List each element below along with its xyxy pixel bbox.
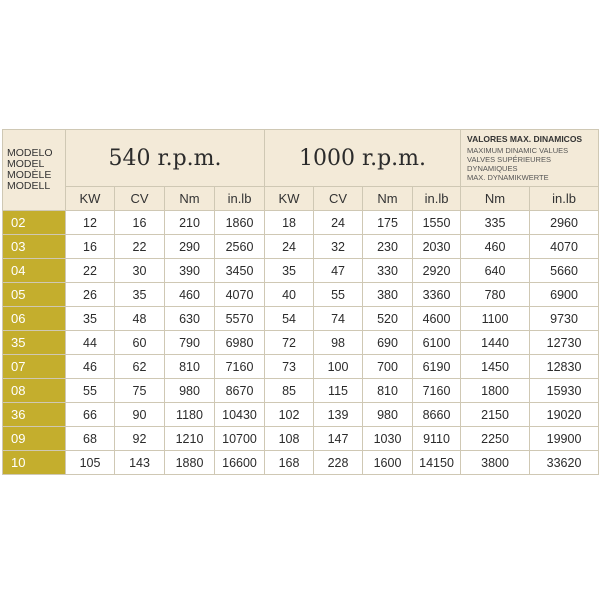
value-cell-inlb-1000: 4600 — [413, 307, 461, 331]
value-cell-inlb-dynamic: 33620 — [530, 451, 599, 475]
value-cell-cv-1000: 115 — [314, 379, 363, 403]
value-cell-kw-1000: 24 — [265, 235, 314, 259]
value-cell-inlb-dynamic: 4070 — [530, 235, 599, 259]
value-cell-inlb-dynamic: 9730 — [530, 307, 599, 331]
value-cell-kw-540: 35 — [66, 307, 115, 331]
value-cell-cv-540: 92 — [115, 427, 165, 451]
dynamic-values-header — [461, 130, 599, 187]
column-header-nm-540: Nm — [165, 187, 215, 211]
value-cell-inlb-dynamic: 5660 — [530, 259, 599, 283]
value-cell-cv-540: 35 — [115, 283, 165, 307]
model-cell: 04 — [3, 259, 66, 283]
value-cell-kw-1000: 18 — [265, 211, 314, 235]
dynamic-values-fr-1: VALVES SUPÉRIEURES — [467, 154, 551, 164]
value-cell-inlb-dynamic: 15930 — [530, 379, 599, 403]
value-cell-kw-540: 55 — [66, 379, 115, 403]
table-row — [3, 331, 599, 355]
dynamic-values-de: MAX. DYNAMIKWERTE — [467, 172, 549, 182]
value-cell-nm-dynamic: 1800 — [461, 379, 530, 403]
value-cell-inlb-dynamic: 12730 — [530, 331, 599, 355]
value-cell-nm-dynamic: 780 — [461, 283, 530, 307]
rpm-540-header: 540 r.p.m. — [66, 130, 265, 187]
dynamic-values-en: MAXIMUM DINAMIC VALUES — [467, 145, 569, 155]
value-cell-inlb-540: 2560 — [215, 235, 265, 259]
value-cell-kw-1000: 108 — [265, 427, 314, 451]
column-header-inlb-540: in.lb — [215, 187, 265, 211]
value-cell-nm-1000: 980 — [363, 403, 413, 427]
value-cell-kw-540: 22 — [66, 259, 115, 283]
table-row — [3, 283, 599, 307]
column-header-kw-1000: KW — [265, 187, 314, 211]
model-cell: 36 — [3, 403, 66, 427]
value-cell-cv-540: 16 — [115, 211, 165, 235]
value-cell-kw-1000: 40 — [265, 283, 314, 307]
header-row-units — [3, 187, 599, 211]
value-cell-cv-540: 143 — [115, 451, 165, 475]
column-header-cv-540: CV — [115, 187, 165, 211]
table-row — [3, 379, 599, 403]
value-cell-nm-1000: 330 — [363, 259, 413, 283]
value-cell-kw-540: 26 — [66, 283, 115, 307]
value-cell-cv-1000: 98 — [314, 331, 363, 355]
table-row — [3, 427, 599, 451]
value-cell-nm-540: 1180 — [165, 403, 215, 427]
value-cell-inlb-1000: 8660 — [413, 403, 461, 427]
value-cell-nm-540: 1210 — [165, 427, 215, 451]
value-cell-inlb-540: 4070 — [215, 283, 265, 307]
value-cell-kw-1000: 54 — [265, 307, 314, 331]
value-cell-cv-1000: 47 — [314, 259, 363, 283]
table-row — [3, 403, 599, 427]
model-label-en: MODEL — [7, 158, 45, 170]
value-cell-nm-1000: 1600 — [363, 451, 413, 475]
value-cell-kw-1000: 35 — [265, 259, 314, 283]
table-row — [3, 451, 599, 475]
value-cell-cv-1000: 139 — [314, 403, 363, 427]
value-cell-kw-1000: 73 — [265, 355, 314, 379]
value-cell-kw-1000: 102 — [265, 403, 314, 427]
column-header-inlb-dynamic: in.lb — [530, 187, 599, 211]
value-cell-inlb-1000: 1550 — [413, 211, 461, 235]
value-cell-inlb-540: 3450 — [215, 259, 265, 283]
value-cell-inlb-1000: 7160 — [413, 379, 461, 403]
value-cell-nm-dynamic: 2250 — [461, 427, 530, 451]
value-cell-nm-dynamic: 460 — [461, 235, 530, 259]
dynamic-values-title: VALORES MAX. DINAMICOS — [467, 133, 583, 144]
value-cell-nm-1000: 1030 — [363, 427, 413, 451]
value-cell-nm-1000: 230 — [363, 235, 413, 259]
value-cell-cv-540: 60 — [115, 331, 165, 355]
value-cell-nm-540: 460 — [165, 283, 215, 307]
value-cell-inlb-540: 16600 — [215, 451, 265, 475]
value-cell-cv-1000: 24 — [314, 211, 363, 235]
value-cell-inlb-dynamic: 2960 — [530, 211, 599, 235]
column-header-nm-1000: Nm — [363, 187, 413, 211]
value-cell-inlb-540: 1860 — [215, 211, 265, 235]
model-cell: 02 — [3, 211, 66, 235]
value-cell-nm-1000: 690 — [363, 331, 413, 355]
value-cell-cv-540: 62 — [115, 355, 165, 379]
dynamic-values-fr-2: DYNAMIQUES — [467, 163, 518, 173]
value-cell-kw-540: 68 — [66, 427, 115, 451]
value-cell-inlb-1000: 6100 — [413, 331, 461, 355]
value-cell-cv-1000: 55 — [314, 283, 363, 307]
value-cell-kw-1000: 72 — [265, 331, 314, 355]
value-cell-kw-540: 66 — [66, 403, 115, 427]
value-cell-inlb-1000: 2030 — [413, 235, 461, 259]
column-header-cv-1000: CV — [314, 187, 363, 211]
value-cell-nm-dynamic: 3800 — [461, 451, 530, 475]
value-cell-kw-540: 16 — [66, 235, 115, 259]
value-cell-inlb-1000: 9110 — [413, 427, 461, 451]
value-cell-kw-540: 105 — [66, 451, 115, 475]
column-header-kw-540: KW — [66, 187, 115, 211]
value-cell-nm-dynamic: 640 — [461, 259, 530, 283]
value-cell-kw-540: 12 — [66, 211, 115, 235]
value-cell-inlb-540: 8670 — [215, 379, 265, 403]
value-cell-cv-540: 22 — [115, 235, 165, 259]
value-cell-cv-540: 90 — [115, 403, 165, 427]
value-cell-nm-1000: 700 — [363, 355, 413, 379]
value-cell-cv-540: 48 — [115, 307, 165, 331]
value-cell-nm-1000: 175 — [363, 211, 413, 235]
value-cell-inlb-540: 10430 — [215, 403, 265, 427]
value-cell-inlb-1000: 6190 — [413, 355, 461, 379]
model-label-es: MODELO — [7, 147, 53, 159]
model-cell: 35 — [3, 331, 66, 355]
column-header-inlb-1000: in.lb — [413, 187, 461, 211]
column-header-nm-dynamic: Nm — [461, 187, 530, 211]
model-cell: 10 — [3, 451, 66, 475]
value-cell-nm-dynamic: 1440 — [461, 331, 530, 355]
value-cell-cv-1000: 228 — [314, 451, 363, 475]
value-cell-cv-1000: 100 — [314, 355, 363, 379]
specifications-table — [2, 129, 599, 475]
table-row — [3, 211, 599, 235]
value-cell-nm-540: 390 — [165, 259, 215, 283]
value-cell-cv-540: 75 — [115, 379, 165, 403]
value-cell-nm-1000: 520 — [363, 307, 413, 331]
model-cell: 09 — [3, 427, 66, 451]
value-cell-nm-540: 790 — [165, 331, 215, 355]
value-cell-inlb-540: 7160 — [215, 355, 265, 379]
value-cell-cv-540: 30 — [115, 259, 165, 283]
value-cell-kw-1000: 85 — [265, 379, 314, 403]
value-cell-nm-dynamic: 335 — [461, 211, 530, 235]
value-cell-inlb-1000: 2920 — [413, 259, 461, 283]
table-body — [3, 211, 599, 475]
value-cell-nm-540: 980 — [165, 379, 215, 403]
value-cell-inlb-540: 10700 — [215, 427, 265, 451]
value-cell-cv-1000: 147 — [314, 427, 363, 451]
value-cell-nm-540: 630 — [165, 307, 215, 331]
model-cell: 03 — [3, 235, 66, 259]
value-cell-nm-540: 290 — [165, 235, 215, 259]
value-cell-inlb-1000: 3360 — [413, 283, 461, 307]
value-cell-inlb-dynamic: 19900 — [530, 427, 599, 451]
model-label-fr: MODÈLE — [7, 169, 52, 181]
value-cell-nm-dynamic: 1100 — [461, 307, 530, 331]
value-cell-cv-1000: 74 — [314, 307, 363, 331]
value-cell-inlb-dynamic: 6900 — [530, 283, 599, 307]
value-cell-nm-1000: 810 — [363, 379, 413, 403]
model-header-cell — [3, 130, 66, 211]
value-cell-nm-540: 810 — [165, 355, 215, 379]
value-cell-nm-dynamic: 2150 — [461, 403, 530, 427]
model-cell: 07 — [3, 355, 66, 379]
value-cell-kw-1000: 168 — [265, 451, 314, 475]
value-cell-kw-540: 44 — [66, 331, 115, 355]
table-row — [3, 307, 599, 331]
table-row — [3, 259, 599, 283]
model-label-de: MODELL — [7, 180, 51, 192]
value-cell-cv-1000: 32 — [314, 235, 363, 259]
model-cell: 06 — [3, 307, 66, 331]
model-cell: 08 — [3, 379, 66, 403]
rpm-1000-header: 1000 r.p.m. — [265, 130, 461, 187]
table-row — [3, 355, 599, 379]
value-cell-kw-540: 46 — [66, 355, 115, 379]
value-cell-inlb-540: 5570 — [215, 307, 265, 331]
value-cell-nm-540: 210 — [165, 211, 215, 235]
header-row-speed — [3, 130, 599, 187]
value-cell-nm-1000: 380 — [363, 283, 413, 307]
value-cell-nm-540: 1880 — [165, 451, 215, 475]
value-cell-inlb-dynamic: 19020 — [530, 403, 599, 427]
model-cell: 05 — [3, 283, 66, 307]
table-row — [3, 235, 599, 259]
value-cell-inlb-dynamic: 12830 — [530, 355, 599, 379]
value-cell-nm-dynamic: 1450 — [461, 355, 530, 379]
value-cell-inlb-540: 6980 — [215, 331, 265, 355]
value-cell-inlb-1000: 14150 — [413, 451, 461, 475]
